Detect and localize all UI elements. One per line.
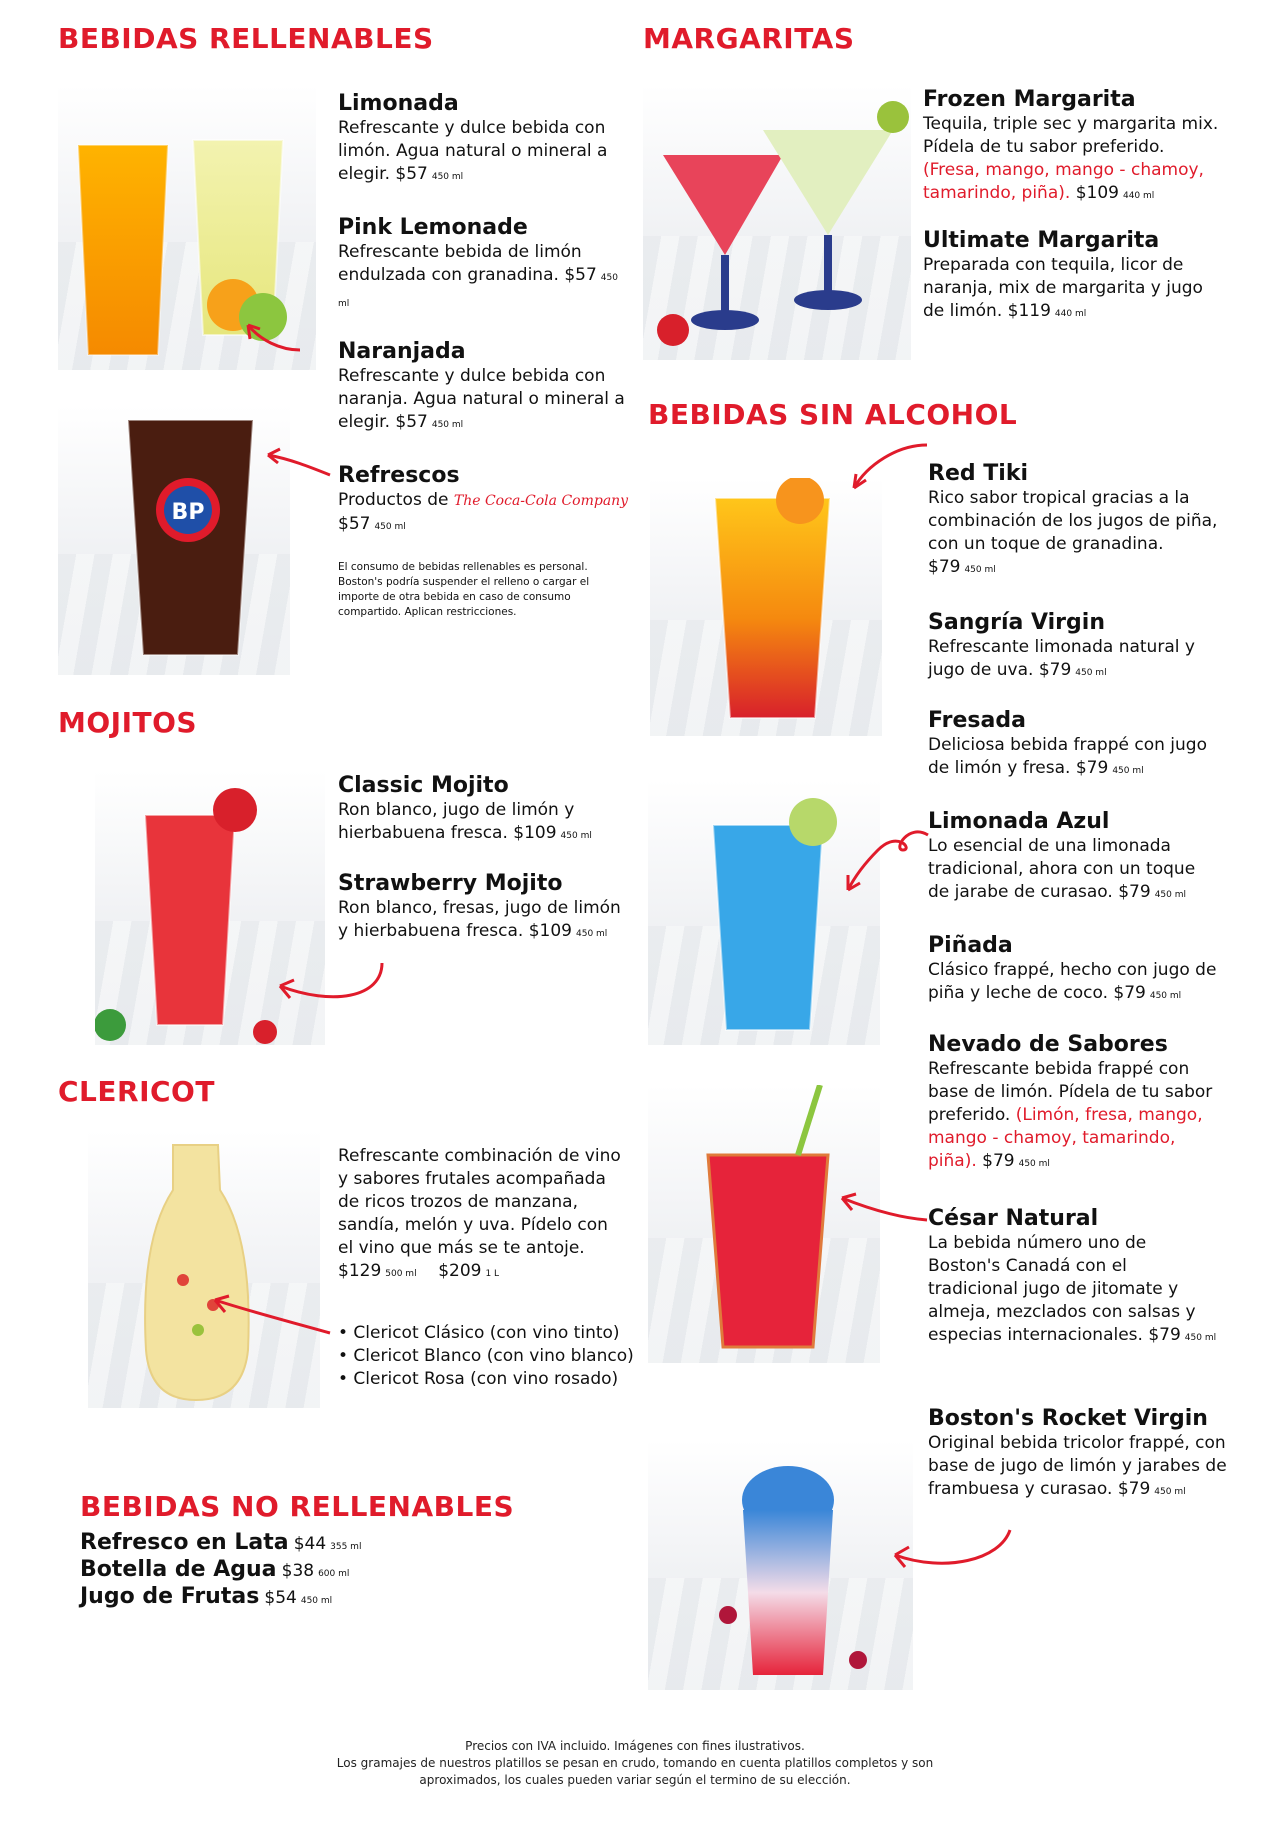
menu-item-ultimate-margarita (923, 227, 1213, 326)
menu-item-classic-mojito (338, 772, 628, 848)
item-size: 450 ml (1154, 1487, 1186, 1497)
section-title-non-alcoholic: BEBIDAS SIN ALCOHOL (648, 398, 1018, 431)
section-title-non-refillable: BEBIDAS NO RELLENABLES (80, 1490, 515, 1523)
item-size: 450 ml (431, 420, 464, 430)
item-size: 450 ml (1018, 1159, 1050, 1169)
list-item (80, 1530, 361, 1555)
margarita-illustration (643, 85, 911, 360)
item-price: $44 (293, 1534, 327, 1554)
footer (300, 1738, 970, 1789)
item-name: Ultimate Margarita (923, 228, 1160, 253)
item-name: Frozen Margarita (923, 87, 1136, 112)
item-size: 450 ml (300, 1596, 333, 1606)
section-title-refillable: BEBIDAS RELLENABLES (58, 22, 434, 55)
item-name: César Natural (928, 1206, 1099, 1231)
item-name: Pink Lemonade (338, 215, 528, 240)
item-name: Red Tiki (928, 461, 1028, 486)
menu-item-pinada (928, 932, 1218, 1008)
footer-line-1: Precios con IVA incluido. Imágenes con fines ilustrativos. (465, 1739, 805, 1753)
arrow-naranjada (240, 315, 310, 355)
item-price: $57 (338, 514, 371, 534)
menu-item-limonada (338, 90, 628, 189)
item-name: Naranjada (338, 339, 466, 364)
size-large: 1 L (485, 1269, 500, 1279)
price-large: $209 (438, 1261, 482, 1281)
menu-item-fresada (928, 707, 1218, 783)
item-name: Piñada (928, 933, 1013, 958)
item-price: $109 (1075, 183, 1119, 203)
list-item (80, 1557, 361, 1582)
cola-glass-image (58, 405, 290, 675)
red-tiki-illustration (650, 478, 882, 736)
section-title-clericot: CLERICOT (58, 1075, 215, 1108)
item-price: $79 (1113, 983, 1146, 1003)
item-price: $38 (281, 1561, 315, 1581)
refill-note: El consumo de bebidas rellenables es personal. Boston's podría suspender el relleno o cargar el importe de otra bebida en caso de consumo compartido. Aplican restricciones. (338, 561, 590, 618)
coca-cola-company-logo: The Coca-Cola Company (453, 493, 629, 509)
item-price: $79 (928, 557, 961, 577)
item-desc: Original bebida tricolor frappé, con base de jugo de limón y jarabes de frambuesa y curasao. (928, 1433, 1227, 1499)
item-desc: Refrescante y dulce bebida con limón. Agua natural o mineral a elegir. (338, 118, 608, 184)
item-size: 450 ml (338, 273, 618, 309)
rocket-virgin-image (648, 1440, 913, 1690)
item-price: $79 (1117, 1479, 1151, 1499)
item-desc: Preparada con tequila, licor de naranja, mix de margarita y jugo de limón. (923, 255, 1203, 321)
menu-item-red-tiki (928, 460, 1218, 582)
arrow-mojito (272, 958, 392, 1008)
item-desc: Productos de (338, 490, 449, 510)
rocket-illustration (648, 1440, 913, 1690)
clericot-carafe-image (88, 1130, 320, 1408)
item-desc: Refrescante combinación de vino y sabores frutales acompañada de ricos trozos de manzana, sandía, melón y uva. Pídelo con el vino que más se te antoje. (338, 1146, 621, 1258)
menu-item-rocket-virgin (928, 1405, 1228, 1504)
arrow-cesar (832, 1190, 932, 1230)
menu-item-frozen-margarita (923, 86, 1223, 208)
item-desc: Ron blanco, jugo de limón y hierbabuena fresca. (338, 800, 575, 843)
menu-item-limonada-azul (928, 808, 1218, 907)
item-price: $57 (395, 164, 428, 184)
item-price: $119 (1007, 301, 1051, 321)
section-title-margaritas: MARGARITAS (643, 22, 855, 55)
item-desc: La bebida número uno de Boston's Canadá con el tradicional jugo de jitomate y almeja, mezclados con salsas y especias internacionales. (928, 1233, 1196, 1345)
item-name: Limonada Azul (928, 809, 1110, 834)
arrow-refrescos (260, 445, 340, 485)
item-price: $79 (1038, 660, 1072, 680)
item-size: 600 ml (318, 1569, 350, 1579)
item-desc: Refrescante bebida de limón endulzada con granadina. (338, 242, 582, 285)
footer-line-2: Los gramajes de nuestros platillos se pesan en crudo, tomando en cuenta platillos completos y son aproximados, los cuales pueden variar según el termino de su elección. (336, 1756, 934, 1787)
item-flavors: (Limón, fresa, mango, mango - chamoy, tamarindo, piña). (928, 1105, 1203, 1171)
section-title-mojitos: MOJITOS (58, 706, 198, 739)
menu-item-cesar-natural (928, 1205, 1218, 1350)
item-name: Nevado de Sabores (928, 1032, 1168, 1057)
menu-item-sangria-virgin (928, 609, 1218, 685)
non-refillable-list (80, 1530, 361, 1609)
item-desc: Refrescante bebida frappé con base de limón. Pídela de tu sabor preferido. (928, 1059, 1213, 1125)
item-desc: Refrescante y dulce bebida con naranja. Agua natural o mineral a elegir. (338, 366, 625, 432)
item-desc: Tequila, triple sec y margarita mix. Pídela de tu sabor preferido. (923, 114, 1219, 157)
item-size: 450 ml (1112, 766, 1144, 776)
item-price: $79 (1075, 758, 1109, 778)
item-desc: Ron blanco, fresas, jugo de limón y hierbabuena fresca. (338, 898, 621, 941)
margarita-glasses-image (643, 85, 911, 360)
menu-item-refrescos (338, 462, 638, 539)
clericot-variants (338, 1322, 638, 1391)
red-tiki-image (650, 478, 882, 736)
item-desc: Rico sabor tropical gracias a la combinación de los jugos de piña, con un toque de granadina. (928, 488, 1218, 554)
list-item (80, 1584, 361, 1609)
blue-lemonade-image (648, 780, 880, 1045)
item-price: $109 (528, 921, 572, 941)
item-price: $57 (564, 265, 597, 285)
item-name: Limonada (338, 91, 459, 116)
item-name: Refresco en Lata (80, 1530, 289, 1555)
item-name: Strawberry Mojito (338, 871, 563, 896)
menu-item-naranjada (338, 338, 628, 437)
blue-lemonade-illustration (648, 780, 880, 1045)
item-flavors: (Fresa, mango, mango - chamoy, tamarindo, piña). (923, 160, 1204, 203)
item-price: $54 (264, 1588, 297, 1608)
item-name: Boston's Rocket Virgin (928, 1406, 1208, 1431)
arrow-red-tiki (842, 440, 932, 500)
item-name: Fresada (928, 708, 1026, 733)
item-size: 450 ml (576, 929, 608, 939)
price-small: $129 (338, 1261, 382, 1281)
item-size: 450 ml (1154, 890, 1186, 900)
cola-illustration (58, 405, 290, 675)
menu-item-pink-lemonade (338, 214, 628, 316)
item-name: Jugo de Frutas (80, 1584, 260, 1609)
menu-item-nevado-de-sabores (928, 1031, 1228, 1176)
menu-item-strawberry-mojito (338, 870, 628, 946)
variant-item: • Clericot Blanco (con vino blanco) (338, 1346, 634, 1366)
arrow-limonada-azul (838, 825, 933, 895)
item-size: 355 ml (330, 1542, 362, 1552)
item-desc: Refrescante limonada natural y jugo de uva. (928, 637, 1195, 680)
item-size: 450 ml (374, 522, 406, 532)
item-desc: Deliciosa bebida frappé con jugo de limón y fresa. (928, 735, 1207, 778)
arrow-clericot (205, 1288, 335, 1338)
item-name: Refrescos (338, 463, 460, 488)
item-desc: Lo esencial de una limonada tradicional, ahora con un toque de jarabe de curasao. (928, 836, 1196, 902)
item-size: 450 ml (431, 172, 464, 182)
variant-item: • Clericot Rosa (con vino rosado) (338, 1369, 619, 1389)
item-size: 450 ml (1184, 1333, 1217, 1343)
item-price: $79 (1118, 882, 1151, 902)
item-size: 450 ml (1149, 991, 1182, 1001)
item-name: Botella de Agua (80, 1557, 277, 1582)
item-size: 450 ml (560, 831, 592, 841)
item-name: Sangría Virgin (928, 610, 1105, 635)
item-size: 450 ml (1075, 668, 1107, 678)
size-small: 500 ml (385, 1269, 417, 1279)
item-desc: Clásico frappé, hecho con jugo de piña y leche de coco. (928, 960, 1217, 1003)
item-size: 450 ml (964, 565, 996, 575)
item-price: $79 (982, 1151, 1015, 1171)
arrow-rocket (885, 1525, 1015, 1575)
item-size: 440 ml (1122, 191, 1155, 201)
item-price: $79 (1148, 1325, 1181, 1345)
menu-item-clericot (338, 1145, 628, 1286)
clericot-illustration (88, 1130, 320, 1408)
bp-logo: BP (171, 500, 205, 525)
item-price: $109 (513, 823, 557, 843)
variant-item: • Clericot Clásico (con vino tinto) (338, 1323, 620, 1343)
item-price: $57 (395, 412, 428, 432)
item-size: 440 ml (1054, 309, 1087, 319)
item-name: Classic Mojito (338, 773, 509, 798)
